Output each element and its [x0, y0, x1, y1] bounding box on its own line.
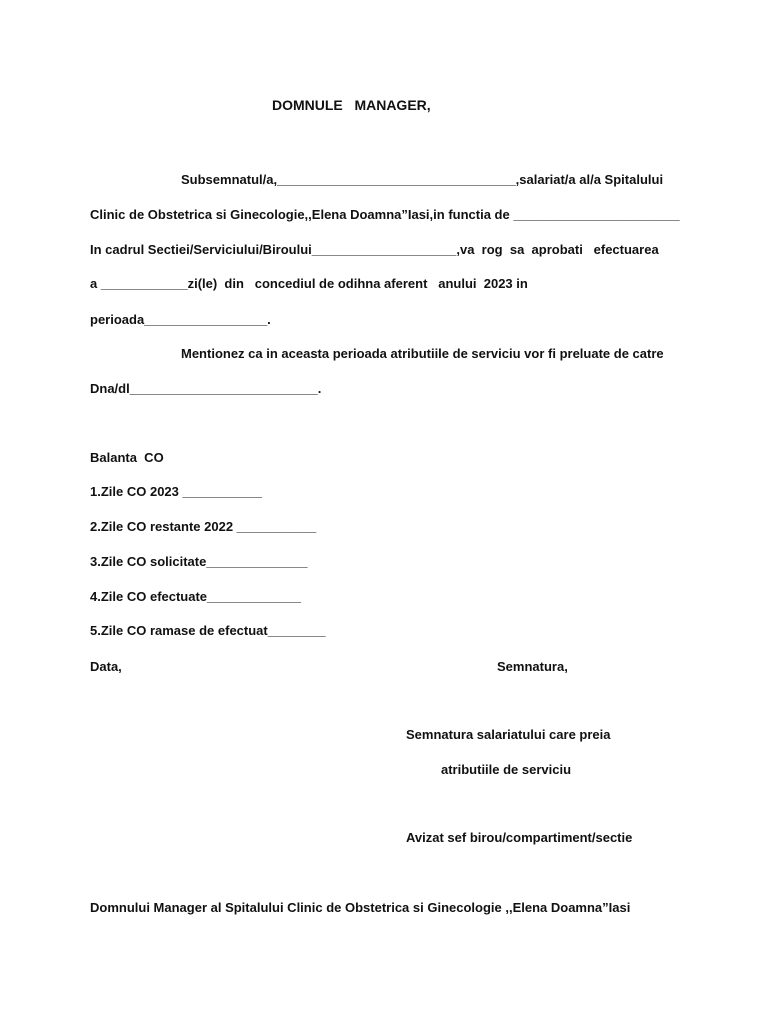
request-line-2: Clinic de Obstetrica si Ginecologie,,Elena Doamna”Iasi,in functia de _______________________: [90, 207, 680, 222]
balance-item: 5.Zile CO ramase de efectuat________: [90, 623, 326, 638]
replacement-line-2: Dna/dl__________________________.: [90, 381, 322, 396]
approval-label: Avizat sef birou/compartiment/sectie: [406, 830, 633, 845]
addressee-line: Domnului Manager al Spitalului Clinic de Obstetrica si Ginecologie ,,Elena Doamna”Iasi: [90, 900, 631, 915]
request-line-5: perioada_________________.: [90, 312, 271, 327]
date-label: Data,: [90, 659, 122, 674]
balance-item: 1.Zile CO 2023 ___________: [90, 484, 263, 499]
request-line-1: Subsemnatul/a,_________________________________,salariat/a al/a Spitalului: [181, 172, 664, 187]
balance-item: 4.Zile CO efectuate_____________: [90, 589, 302, 604]
request-line-3: In cadrul Sectiei/Serviciului/Biroului____________________,va rog sa aprobati efectuarea: [90, 242, 659, 257]
replacement-signature-line-2: atributiile de serviciu: [441, 762, 572, 777]
balance-item: 2.Zile CO restante 2022 ___________: [90, 519, 317, 534]
replacement-signature-line-1: Semnatura salariatului care preia: [406, 727, 611, 742]
balance-heading: Balanta CO: [90, 450, 164, 465]
replacement-line-1: Mentionez ca in aceasta perioada atributiile de serviciu vor fi preluate de catre: [181, 346, 664, 361]
signature-label: Semnatura,: [497, 659, 568, 674]
document-title: DOMNULE MANAGER,: [272, 97, 431, 113]
balance-item: 3.Zile CO solicitate______________: [90, 554, 308, 569]
request-line-4: a ____________zi(le) din concediul de odihna aferent anului 2023 in: [90, 276, 528, 291]
